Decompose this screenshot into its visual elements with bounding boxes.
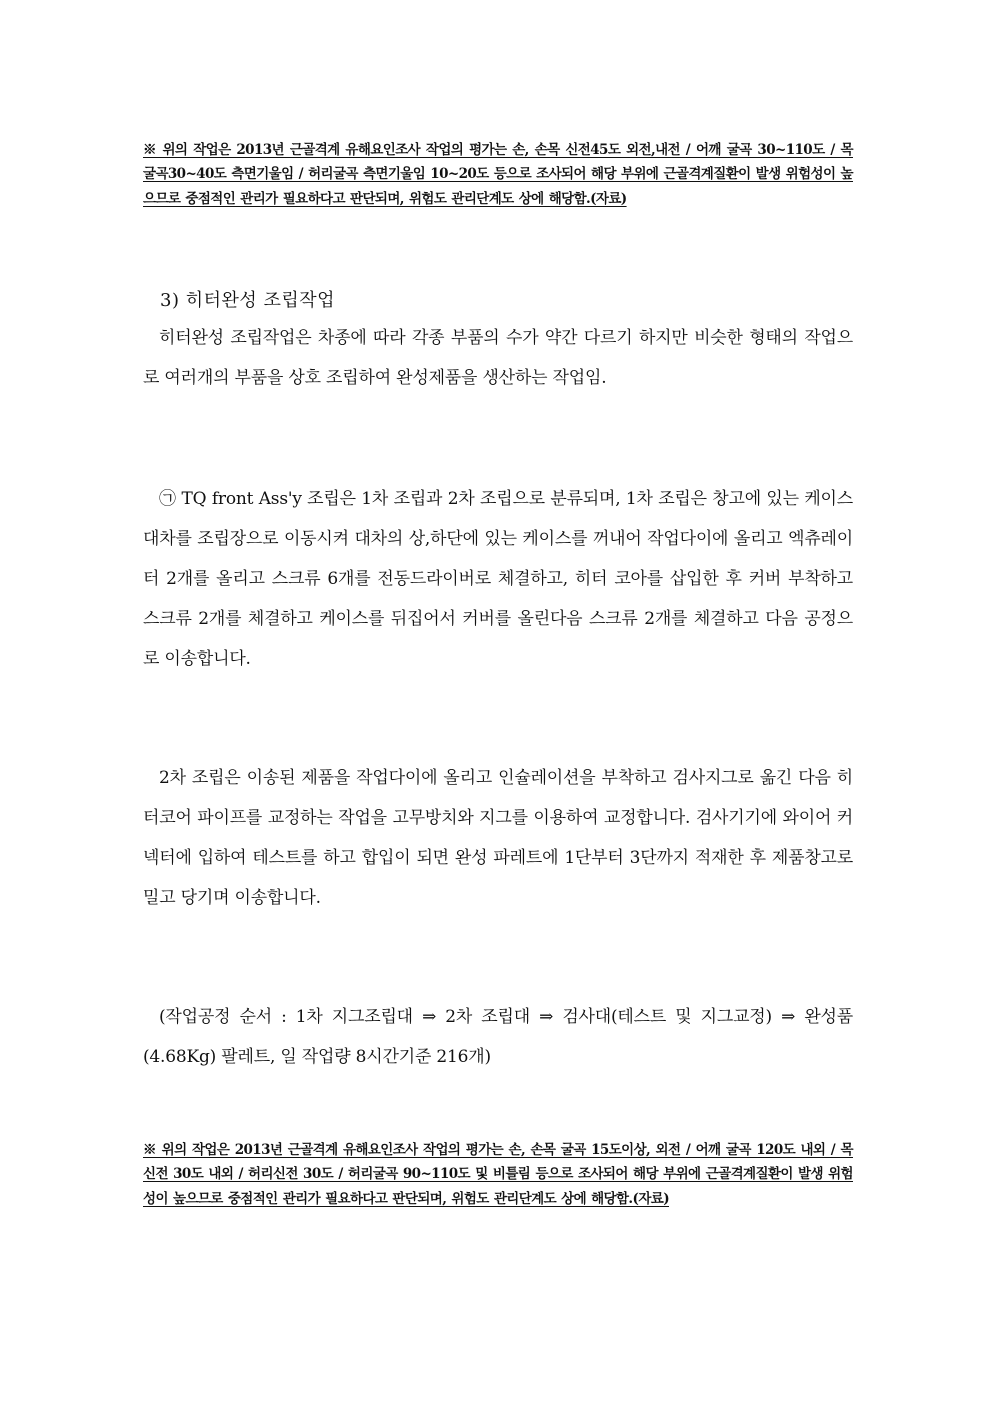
ergonomic-assessment-note-bottom: ※ 위의 작업은 2013년 근골격계 유해요인조사 작업의 평가는 손, 손목 굴곡 15도이상, 외전 / 어깨 굴곡 120도 내외 / 목 신전 30도 내외 / 허리신전 30도 / 허리굴곡 90~110도 및 비틀림 등으로 조사되어 해당 부위에 근골격계질환이 발생 위험성이 높으므로 중점적인 관리가 필요하다고 판단되며, 위험도 관리단계도 상에 해당함.(자료) [143,1141,853,1207]
first-assembly-paragraph: ㉠ TQ front Ass'y 조립은 1차 조립과 2차 조립으로 분류되며, 1차 조립은 창고에 있는 케이스 대차를 조립장으로 이동시켜 대차의 상,하단에 있는 케이스를 꺼내어 작업다이에 올리고 엑츄레이터 2개를 올리고 스크류 6개를 전동드라이버로 체결하고, 히터 코아를 삽입한 후 커버 부착하고 스크류 2개를 체결하고 케이스를 뒤집어서 커버를 올린다음 스크류 2개를 체결하고 다음 공정으로 이송합니다. [143,489,853,669]
process-sequence-paragraph: (작업공정 순서 : 1차 지그조립대 ⇒ 2차 조립대 ⇒ 검사대(테스트 및 지그교정) ⇒ 완성품(4.68Kg) 팔레트, 일 작업량 8시간기준 216개) [143,1007,853,1067]
second-assembly-paragraph: 2차 조립은 이송된 제품을 작업다이에 올리고 인슐레이션을 부착하고 검사지그로 옮긴 다음 히터코어 파이프를 교정하는 작업을 고무방치와 지그를 이용하여 교정합니다. 검사기기에 와이어 커넥터에 입하여 테스트를 하고 합입이 되면 완성 파레트에 1단부터 3단까지 적재한 후 제품창고로 밀고 당기며 이송합니다. [143,768,853,908]
intro-paragraph: 히터완성 조립작업은 차종에 따라 각종 부품의 수가 약간 다르기 하지만 비슷한 형태의 작업으로 여러개의 부품을 상호 조립하여 완성제품을 생산하는 작업임. [143,328,853,388]
section-title: 3) 히터완성 조립작업 [160,290,336,311]
ergonomic-assessment-note-top: ※ 위의 작업은 2013년 근골격계 유해요인조사 작업의 평가는 손, 손목 신전45도 외전,내전 / 어깨 굴곡 30~110도 / 목 굴곡30~40도 측면기울임 / 허리굴곡 측면기울임 10~20도 등으로 조사되어 해당 부위에 근골격계질환이 발생 위험성이 높으므로 중점적인 관리가 필요하다고 판단되며, 위험도 관리단계도 상에 해당함.(자료) [143,141,853,207]
